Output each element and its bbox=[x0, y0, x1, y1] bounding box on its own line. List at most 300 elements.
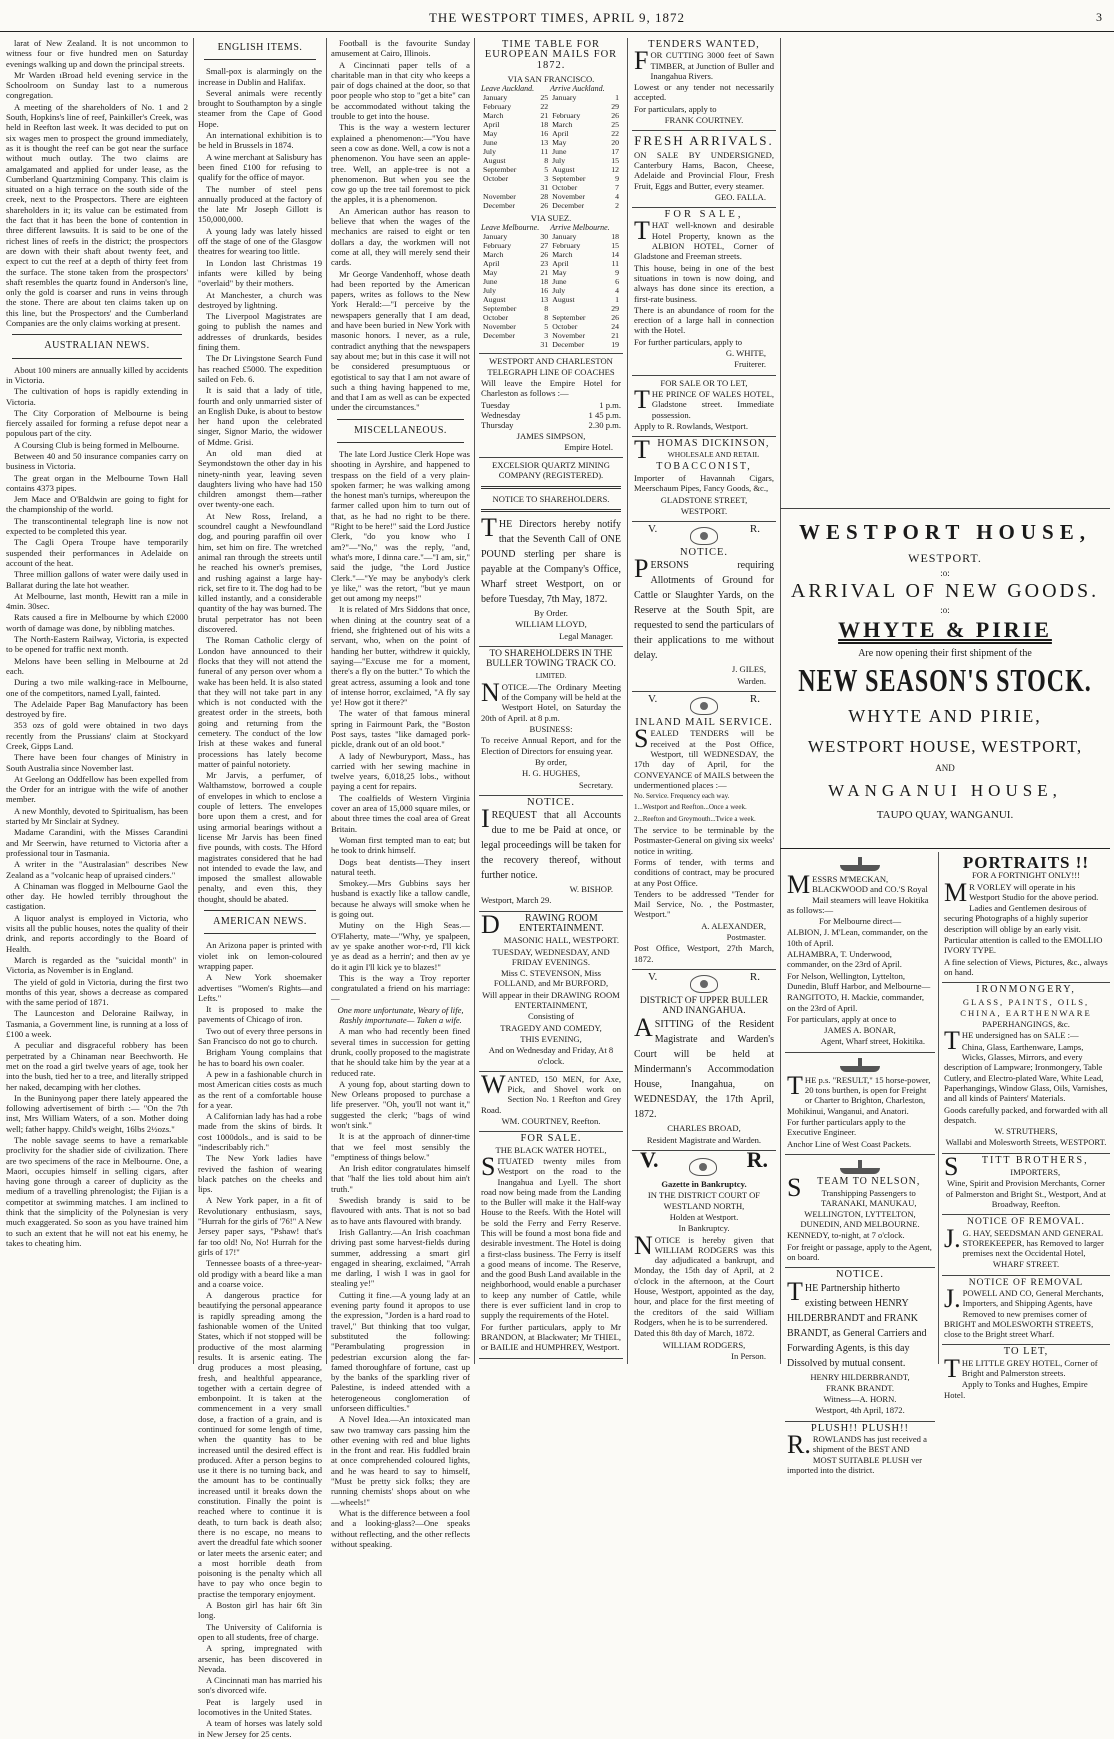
news-item: The number of steel pens annually produced at the factory of the late Mr Joseph Gillott is 150,000,000. bbox=[198, 183, 322, 225]
table-cell: November bbox=[552, 331, 586, 341]
arrival-heading: ARRIVAL OF NEW GOODS. bbox=[790, 580, 1100, 602]
table-cell: 2 bbox=[615, 201, 619, 211]
table-cell: 4 bbox=[615, 286, 619, 296]
news-item: The great organ in the Melbourne Town Hall contains 4373 pipes. bbox=[6, 472, 188, 493]
signature-title: Secretary. bbox=[578, 779, 613, 790]
news-item: The Liverpool Magistrates are going to publish the names and addresses of drunkards, besides fining them. bbox=[198, 311, 322, 353]
table-cell: November bbox=[552, 192, 586, 202]
table-cell: June bbox=[552, 277, 567, 287]
table-cell: June bbox=[483, 277, 498, 287]
section-heading: MISCELLANEOUS. bbox=[354, 424, 447, 436]
day: Wednesday bbox=[481, 409, 521, 420]
cipher-r: R. bbox=[749, 970, 760, 983]
ad-body: ON SALE BY UNDERSIGNED, Canterbury Hams, Bacon, Cheese, Adelaide and Provincial Flour, Fresh Fruit, Eggs and Butter, every steamer. bbox=[634, 149, 774, 191]
timetable-suez bbox=[481, 223, 621, 349]
news-item: An Irish editor congratulates himself that "half the lies told about him ain't truth." bbox=[331, 1163, 470, 1194]
news-item: The cultivation of hops is rapidly extending in Victoria. bbox=[6, 386, 188, 407]
table-cell: 11 bbox=[540, 147, 549, 157]
news-item: A Novel Idea.—An intoxicated man saw two tramway cars passing him the other evening with red and blue lights in the front and rear. His fuddled brain at once comprehended coloured lights, and he was heard to say to himself, "Must be pretty sick folks; they are running chemists' shops about on whe—wheels!" bbox=[331, 1414, 470, 1507]
table-cell: 3 bbox=[544, 331, 549, 341]
ornament: :o: bbox=[940, 568, 950, 578]
table-row bbox=[481, 147, 621, 156]
news-item: A young fop, about starting down to New Orleans proposed to purchase a life preserver. "Oh, you'll not want it," suggested the clerk; "bags of wind won't sink." bbox=[331, 1078, 470, 1130]
news-item: Mr Jarvis, a perfumer, of Walthamstow, borrowed a couple of envelopes in which to enclose a couple of letters. The envelopes bore upon them a crest, and for using armorial bearings without a license Mr Jarvis has been fined five pounds, with costs. The Hford magistrates considered that he had not intended to evade the law, and imposed the smallest allowable penalty, and even this, they thought, should be abated. bbox=[198, 770, 322, 904]
ad-title: PAPERHANGINGS, &c. bbox=[982, 1019, 1070, 1030]
news-item: A pew in a fashionable church in most American cities costs as much as the rent of a comfortable house for a year. bbox=[198, 1068, 322, 1110]
table-cell: 11 bbox=[611, 259, 619, 269]
ad-subtitle: IMPORTERS, bbox=[1010, 1167, 1061, 1178]
news-item: The noble savage seems to have a remarkable proclivity for the shadier side of civilization. There are two specimens of the race in Melbourne. One, a Maori, occupies himself in selling cigars, after having gone through a career of duplicity as the medium of a travelling phrenologist; the Fijian is a competitor at swimming matches. I am inclined to think that the simplicity of the Polynesian is very much exaggerated. So soon as you have trained him to such an extent that he will not eat his enemy, he takes to cheating him. bbox=[6, 1134, 188, 1248]
news-item: The coalfields of Western Virginia cover an area of 15,000 square miles, or about three times the coal area of Great Britain. bbox=[331, 792, 470, 834]
house-address: WESTPORT HOUSE, WESTPORT, bbox=[807, 737, 1083, 756]
ad-subtitle: TOBACCONIST, bbox=[656, 460, 752, 472]
drawing-room-ad bbox=[479, 909, 623, 1072]
ad-title: FOR SALE. bbox=[520, 1133, 582, 1145]
ad-body: Lowest or any tender not necessarily accepted. bbox=[634, 82, 774, 103]
news-item: An Arizona paper is printed with violet ink on lemon-coloured wrapping paper. bbox=[198, 940, 322, 971]
table-cell: 12 bbox=[611, 165, 619, 175]
news-item: At Manchester, a church was destroyed by lightning. bbox=[198, 289, 322, 310]
signature-title: Resident Magistrate and Warden. bbox=[646, 1134, 762, 1145]
news-item: A man who had recently been fined several times in succession for getting drunk, coolly proposed to the magistrate that he should take him by the year at a reduced rate. bbox=[331, 1026, 470, 1078]
ironmongery-ad bbox=[942, 983, 1110, 1153]
column-rule bbox=[627, 38, 628, 1364]
table-cell: January bbox=[483, 232, 508, 242]
table-cell: April bbox=[483, 259, 500, 269]
column-8 bbox=[942, 852, 1110, 1400]
table-cell: January bbox=[552, 232, 577, 242]
news-item: A New York paper, in a fit of Revolutionary enthusiasm, says, "Hurrah for the girls of '76!" A New Jersey paper says, "Pshaw! that's far too old! No, No! Hurrah for the girls of 17!" bbox=[198, 1195, 322, 1257]
ad-table-row: 2...Reefton and Greymouth...Twice a week. bbox=[634, 814, 756, 823]
news-item: Two out of every three persons in San Francisco do not go to church. bbox=[198, 1025, 322, 1047]
steamship-icon bbox=[840, 857, 880, 871]
ad-cast: Miss C. STEVENSON, Miss FOLLAND, and Mr BURFORD, bbox=[493, 968, 609, 989]
ad-subtitle: BUSINESS: bbox=[529, 724, 573, 735]
signature: W. BISHOP. bbox=[569, 884, 613, 895]
ad-body: For further particulars, apply to Mr BRANDON, at Blackwater; Mr THIEL, or BAILIE and HUMPHREY, Westport. bbox=[481, 1321, 621, 1353]
steamer-ad bbox=[785, 852, 935, 1053]
table-row bbox=[481, 259, 621, 268]
bishop-notice bbox=[479, 796, 623, 912]
article-paragraph: Mr Warden ıBroad held evening service in the Schoolroom on Sunday last to a numerous congregation. bbox=[6, 69, 188, 101]
news-item: Between 40 and 50 insurance companies carry on business in Victoria. bbox=[6, 450, 188, 472]
table-header: Leave Auckland. bbox=[481, 84, 535, 94]
table-cell: July bbox=[552, 156, 566, 166]
ad-town: WESTPORT. bbox=[680, 505, 728, 516]
opening-text: Are now opening their first shipment of the bbox=[858, 648, 1032, 659]
table-cell: September bbox=[552, 174, 586, 184]
royal-cipher bbox=[634, 694, 774, 718]
schedule-row bbox=[481, 420, 621, 430]
signature-title: Postmaster. bbox=[726, 932, 766, 942]
table-row bbox=[481, 102, 621, 111]
ad-body: Goods carefully packed, and forwarded with all despatch. bbox=[944, 1104, 1108, 1125]
table-row bbox=[481, 250, 621, 259]
signature-title: Agent, Wharf street, Hokitika. bbox=[820, 1036, 925, 1047]
whyte-pirie-ad bbox=[782, 520, 1108, 821]
table-cell: 13 bbox=[540, 138, 549, 148]
ad-title: WESTPORT AND CHARLESTON TELEGRAPH LINE OF COACHES bbox=[487, 356, 615, 377]
table-cell: December bbox=[552, 201, 585, 211]
signature: GEO. FALLA. bbox=[714, 191, 766, 202]
ad-body: Ladies and Gentlemen desirous of securing Photographs of a highly superior description will oblige by an early visit. bbox=[944, 903, 1088, 934]
table-cell: May bbox=[552, 138, 567, 148]
schedule-row bbox=[481, 410, 621, 420]
table-cell: 3 bbox=[544, 174, 549, 184]
column-5 bbox=[632, 38, 776, 1364]
table-row bbox=[481, 286, 621, 295]
ad-title: TO SHAREHOLDERS IN THE BULLER TOWING TRACK CO. bbox=[486, 648, 616, 670]
news-item: A Cincinnati paper tells of a charitable man in that city who keeps a pair of dogs chained at the door, so that poor people who stop to "get a bite" can be accommodated without taking the trouble to get into the house. bbox=[331, 59, 470, 122]
news-item: A Cincinnati man has married his son's divorced wife. bbox=[198, 1675, 322, 1696]
table-row bbox=[481, 268, 621, 277]
time: 1 p.m. bbox=[599, 399, 621, 410]
signature-title: In Person. bbox=[731, 1350, 766, 1361]
table-cell: 18 bbox=[540, 120, 549, 130]
ad-table-header: No. Service. Frequency each way. bbox=[634, 792, 730, 801]
ad-by: By order, bbox=[534, 756, 568, 767]
table-cell: September bbox=[552, 313, 586, 323]
news-item: It is said that a lady of title, fourth and only unmarried sister of an English Duke, is about to bestow her hand upon the celebrated singer, Signor Mario, the widower of Mdme. Grisi. bbox=[198, 385, 322, 447]
court-type: In Bankruptcy. bbox=[678, 1223, 730, 1234]
table-cell: February bbox=[552, 241, 581, 251]
table-cell: 18 bbox=[611, 232, 619, 242]
table-cell: June bbox=[483, 138, 498, 148]
ad-title: FRESH ARRIVALS. bbox=[634, 133, 774, 149]
table-cell bbox=[550, 304, 604, 313]
news-item: A young lady was lately hissed off the stage of one of the Glasgow theatres for wearing too little. bbox=[198, 225, 322, 257]
ad-body: RANGITOTO, H. Mackie, commander, on the 23rd of April. bbox=[787, 992, 925, 1013]
table-row bbox=[481, 138, 621, 147]
table-cell: 15 bbox=[611, 241, 619, 251]
news-item: A writer in the "Australasian" describes New Zealand as a "volcanic heap of upraised cinders." bbox=[6, 859, 188, 880]
ad-body: There is an abundance of room for the erection of a large hall in connection with the Hotel. bbox=[634, 304, 774, 336]
ad-body: WANTED, 150 MEN, for Axe, Pick, and Shovel work on Section No. 1 Reefton and Grey Road. bbox=[481, 1069, 621, 1115]
news-item: An American author has reason to believe that when the wages of the mechanics are raised to eight or ten dollars a day, the workmen will not come at all, they will merely send their cards. bbox=[331, 205, 470, 268]
ad-title: INLAND MAIL SERVICE. bbox=[635, 717, 773, 729]
news-item: The Adelaide Paper Bag Manufactory has been destroyed by fire. bbox=[6, 698, 188, 720]
news-item: March is regarded as the "suicidal month" in Victoria, as November is in England. bbox=[6, 954, 188, 976]
albion-hotel-ad bbox=[632, 208, 776, 375]
column-rule bbox=[474, 38, 475, 1364]
news-item: An old man died at Seymondstown the other day in his ninety-ninth year, leaving seven daughters living who have had 150 children amongst them—rather over twenty-one each. bbox=[198, 447, 322, 510]
ad-body: For particulars, apply to bbox=[634, 103, 717, 114]
ad-body: R.ROWLANDS has just received a shipment of the BEST AND MOST SUITABLE PLUSH ver imported into the district. bbox=[787, 1429, 927, 1475]
table-cell: May bbox=[552, 268, 567, 278]
ad-body: For further particulars, apply to bbox=[634, 336, 743, 347]
news-item: Three million gallons of water were daily used in Ballarat during the late hot weather. bbox=[6, 569, 188, 590]
table-row bbox=[481, 192, 621, 201]
signature: G. WHITE, bbox=[725, 348, 766, 359]
table-cell: 14 bbox=[611, 250, 619, 260]
ad-subtitle: LIMITED. bbox=[535, 671, 567, 680]
gazette-title: Gazette in Bankruptcy. bbox=[661, 1179, 747, 1190]
news-item: The Dr Livingstone Search Fund has reached £5000. The expedition sailed on Feb. 6. bbox=[198, 353, 322, 384]
table-cell: 23 bbox=[540, 259, 549, 269]
ad-body: This house, being in one of the best situations in town is now doing, and always has done since its erection, a first-rate business. bbox=[634, 262, 774, 304]
stock-heading: NEW SEASON'S STOCK. bbox=[798, 664, 1092, 699]
table-cell: December bbox=[552, 340, 585, 350]
grey-hotel-ad bbox=[942, 1345, 1110, 1404]
table-cell: 26 bbox=[540, 250, 549, 260]
table-cell bbox=[481, 340, 534, 349]
ad-title: NOTICE. bbox=[679, 547, 729, 559]
news-item: Several animals were recently brought to Southampton by a single steamer from the Cape of Good Hope. bbox=[198, 87, 322, 129]
ad-table-row: 1...Westport and Reefton...Once a week. bbox=[634, 803, 747, 812]
news-item: It is related of Mrs Siddons that once, when dining at the country seat of a friend, she frightened out of his wits a servant, who, when on the point of handing her butter, withdrew it quickly, saying—"Excuse me for a moment, there's a fly on the butter." To which the great actress, assuming a look and tone of intense horror, exclaimed, "A fly say ye! How got it there?" bbox=[331, 604, 470, 708]
table-row bbox=[481, 174, 621, 183]
news-item: A liquor analyst is employed in Victoria, who visits all the public houses, notes the quality of their drink, and reports accordingly to the Board of Health. bbox=[6, 912, 188, 954]
table-cell: April bbox=[552, 259, 569, 269]
news-item: In London last Christmas 19 infants were killed by being "overlaid" by their mothers. bbox=[198, 257, 322, 289]
table-cell: February bbox=[483, 241, 512, 251]
court-name: IN THE DISTRICT COURT OF WESTLAND NORTH, bbox=[647, 1190, 761, 1211]
house-town: WESTPORT. bbox=[908, 551, 982, 565]
bankruptcy-gazette bbox=[632, 1147, 776, 1366]
table-row bbox=[481, 93, 621, 102]
signature: FRANK BRANDT. bbox=[825, 1382, 895, 1393]
table-row bbox=[481, 313, 621, 322]
news-item: In the Buninyong paper there lately appeared the following advertisement of birth :— "On the 7th inst, Mrs William Waters, of a son. Mother doing well; father happy. Child's weight, 16lbs 2½ozs." bbox=[6, 1092, 188, 1134]
ad-title: NOTICE OF REMOVAL. bbox=[967, 1217, 1085, 1228]
news-item: A spring, impregnated with arsenic, has been discovered in Nevada. bbox=[198, 1643, 322, 1674]
ad-body: ALHAMBRA, T. Underwood, commander, on the 23rd of April. bbox=[787, 949, 902, 970]
news-item: At Melbourne, last month, Hewitt ran a mile in 4min. 30sec. bbox=[6, 590, 188, 612]
news-item: It is proposed to make the pavements of Chicago of iron. bbox=[198, 1004, 322, 1025]
firm-name: WHYTE & PIRIE bbox=[838, 617, 1052, 642]
news-item: The transcontinental telegraph line is now not expected to be completed this year. bbox=[6, 515, 188, 537]
news-item: A Californian lady has had a robe made from the skins of birds. It cost 1000dols., and is said to be "indescribably rich." bbox=[198, 1111, 322, 1152]
ad-body: For particulars, apply at once to bbox=[787, 1013, 897, 1024]
section-heading: ENGLISH ITEMS. bbox=[217, 42, 303, 53]
news-item: The New York ladies have revived the fashion of wearing black patches on the cheeks and lips. bbox=[198, 1153, 322, 1195]
column-1 bbox=[6, 38, 188, 1364]
ornament: :o: bbox=[940, 605, 950, 615]
table-cell: 24 bbox=[611, 322, 619, 332]
ad-title: STITT BROTHERS, bbox=[944, 1151, 1089, 1181]
district-notice bbox=[632, 970, 776, 1151]
news-item: The City Corporation of Melbourne is being fiercely assailed for forming a refuse depot near a populous part of the city. bbox=[6, 407, 188, 439]
ad-date: Post Office, Westport, 27th March, 1872. bbox=[634, 943, 774, 964]
ad-body: For freight or passage, apply to the Agent, on board. bbox=[787, 1241, 932, 1262]
news-item: A Boston girl has hair 6ft 3in long. bbox=[198, 1600, 322, 1621]
ad-subtitle: FOR A FORTNIGHT ONLY!!! bbox=[971, 870, 1081, 881]
table-row bbox=[481, 183, 621, 192]
table-row bbox=[481, 322, 621, 331]
ad-body: For Melbourne direct— bbox=[818, 916, 902, 927]
table-cell: 13 bbox=[540, 295, 549, 305]
signature: W. STRUTHERS, bbox=[994, 1126, 1058, 1137]
fresh-arrivals-ad bbox=[632, 131, 776, 208]
timetable-san-francisco bbox=[481, 84, 621, 210]
table-cell: July bbox=[552, 286, 566, 296]
table-cell: October bbox=[552, 183, 578, 193]
ad-body: China, Glass, Earthenware, Lamps, Wicks, Glasses, Mirrors, and every description of Lampware; Ironmongery, Table Cutlery, and Electro-plated Ware, White Lead, Paperhangings, Window Glass, Oils, Varnishes, and all kinds of Painters' Materials. bbox=[944, 1041, 1108, 1104]
ad-body: For further particulars apply to the Executive Engineer. bbox=[787, 1116, 906, 1138]
ad-address: GLADSTONE STREET, bbox=[660, 494, 748, 505]
news-item: Swedish brandy is said to be flavoured with ants. That is not so bad as to have ants flavoured with brandy. bbox=[331, 1195, 470, 1226]
table-row bbox=[481, 295, 621, 304]
stitt-brothers-ad bbox=[942, 1151, 1110, 1215]
mail-timetable bbox=[479, 38, 623, 354]
news-item: The yield of gold in Victoria, during the first two months of this year, shows a decrease as compared with the same period of 1871. bbox=[6, 976, 188, 1008]
ad-date: Westport, 4th April, 1872. bbox=[815, 1405, 905, 1416]
table-cell: 31 bbox=[540, 340, 549, 350]
ad-body: The service to be terminable by the Postmaster-General on giving six weeks' notice in writing. bbox=[634, 825, 774, 856]
news-item: A Coursing Club is being formed in Melbourne. bbox=[14, 439, 180, 450]
verse: One more unfortunate, Weary of life, Rashly importunate— Taken a wife. bbox=[337, 1004, 464, 1026]
table-cell: January bbox=[483, 93, 508, 103]
table-cell: August bbox=[483, 156, 506, 166]
and-text: AND bbox=[935, 763, 955, 773]
ad-body: ALBION, J. M'Lean, commander, on the 10th of April. bbox=[787, 927, 928, 948]
crest-icon bbox=[690, 697, 718, 715]
signature: FRANK COURTNEY. bbox=[664, 115, 744, 126]
section-heading: AMERICAN NEWS. bbox=[213, 916, 307, 928]
column-rule bbox=[193, 38, 194, 1364]
table-row bbox=[481, 304, 621, 313]
table-cell: March bbox=[552, 250, 573, 260]
ad-title: EXCELSIOR QUARTZ MINING COMPANY (REGISTERED). bbox=[492, 460, 610, 481]
signature-title: Wallabi and Molesworth Streets, WESTPORT. bbox=[945, 1137, 1107, 1148]
news-item: The water of that famous mineral spring in Fairmount Park, the "Boston Post says, tastes "like damaged pork-pickle, drank out of an old boot." bbox=[331, 708, 470, 750]
table-header: Arrive Melbourne. bbox=[550, 223, 610, 233]
route-label: VIA SAN FRANCISCO. bbox=[507, 73, 595, 84]
news-item: A new Monthly, devoted to Spiritualism, has been started by Mr Sinclair at Sydney. bbox=[6, 805, 188, 827]
signature: J. GILES, bbox=[731, 664, 766, 675]
table-cell: 16 bbox=[540, 286, 549, 296]
news-item: About 100 miners are annually killed by accidents in Victoria. bbox=[6, 364, 188, 385]
table-cell: August bbox=[552, 295, 575, 305]
ad-body: Anchor Line of West Coast Packets. bbox=[787, 1138, 912, 1149]
table-row bbox=[481, 241, 621, 250]
ad-body: Apply to Tonks and Hughes, Empire Hotel. bbox=[944, 1379, 1088, 1400]
ad-body: THE LITTLE GREY HOTEL, Corner of Bright and Palmerston streets. bbox=[944, 1353, 1098, 1383]
table-cell: 26 bbox=[540, 201, 549, 211]
ad-body: To receive Annual Report, and for the Election of Directors for ensuing year. bbox=[481, 735, 621, 756]
ad-title: CHINA, EARTHENWARE bbox=[960, 1007, 1092, 1018]
table-cell: 6 bbox=[615, 277, 619, 287]
ad-body: J.G. HAY, SEEDSMAN AND GENERAL STOREKEEPER, has Removed to larger premises next the Occidental Hotel, bbox=[944, 1223, 1104, 1259]
table-cell: 31 bbox=[540, 183, 549, 193]
signature: WILLIAM LLOYD, bbox=[515, 619, 587, 630]
house-name: WESTPORT HOUSE, bbox=[799, 520, 1091, 544]
table-cell: May bbox=[483, 129, 498, 139]
table-row bbox=[481, 111, 621, 120]
crest-icon bbox=[690, 527, 718, 545]
news-item: The Cagli Opera Troupe have temporarily suspended their performances in Adelaide on account of the heat. bbox=[6, 537, 188, 568]
table-row bbox=[481, 156, 621, 165]
news-item: It is at the approach of dinner-time that we feel most sensibly the "emptiness of things below." bbox=[331, 1131, 470, 1162]
table-cell: March bbox=[483, 250, 504, 260]
news-item: Dogs beat dentists—They insert natural teeth. bbox=[331, 856, 470, 877]
time: 2.30 p.m. bbox=[588, 420, 621, 431]
ad-subtitle: TUESDAY, WEDNESDAY, AND FRIDAY EVENINGS. bbox=[492, 946, 610, 967]
table-cell: 21 bbox=[540, 268, 549, 278]
ad-title: GLASS, PAINTS, OILS, bbox=[962, 996, 1090, 1007]
table-header: Leave Melbourne. bbox=[481, 223, 540, 233]
table-row bbox=[481, 201, 621, 210]
section-heading: AUSTRALIAN NEWS. bbox=[44, 340, 150, 352]
newspaper-title: THE WESTPORT TIMES, APRIL 9, 1872 bbox=[428, 10, 685, 25]
signature: CHARLES BROAD, bbox=[667, 1123, 741, 1134]
news-item: Mr George Vandenhoff, whose death had been reported by the American papers, writes as follows to the New York Herald:—"I perceive by the newspapers generally that I am dead, and have been buried in New York with masonic honors. I never, as a rule, contradict anything that the newspapers say about me; but in this case it will not be considered presumptuous or egotistical to say that I am not aware of such a thing having happened to me, and that I am as well as can be expected under the circumstances." bbox=[331, 268, 470, 413]
news-item: Smokey.—Mrs Gubbins says her husband is exactly like a tallow candle, because he always will smoke when he is going out. bbox=[331, 878, 470, 920]
news-item: Football is the favourite Sunday amusement at Cairo, Illinois. bbox=[331, 38, 470, 59]
signature-title: Legal Manager. bbox=[559, 630, 613, 641]
news-item: The North-Eastern Railway, Victoria, is expected to be opened for traffic next month. bbox=[6, 634, 188, 655]
firm-name-2: WHYTE AND PIRIE, bbox=[848, 706, 1042, 726]
news-item: Madame Carandini, with the Misses Carandini and Mr Seerwin, have returned to Victoria after a professional tour in Tasmania. bbox=[6, 827, 188, 858]
ad-title: PORTRAITS !! bbox=[962, 853, 1090, 872]
news-item: The Roman Catholic clergy of London have announced to their flocks that they will not attend the funeral of any person over whom a wake has been held. It is also stated that they will not take part in any which is not conducted with the greatest order in the streets, both going and returning from the cemetery. The conduct of the low Irish at these wakes and funeral processions has lately become matter of painful notoriety. bbox=[198, 635, 322, 769]
table-cell: 8 bbox=[544, 313, 549, 323]
ad-title: THOMAS DICKINSON, bbox=[634, 435, 770, 465]
ad-body: FOR CUTTING 3000 feet of Sawn TIMBER, at Junction of Buller and Inangahua Rivers. bbox=[634, 46, 774, 81]
news-item: Brigham Young complains that he has to board his own coaler. bbox=[198, 1047, 322, 1068]
signature: A. ALEXANDER, bbox=[701, 920, 766, 931]
news-item: During a two mile walking-race in Melbourne, one of the competitors, named Lyall, fainted. bbox=[6, 677, 188, 698]
ad-body: Transhipping Passengers to TARANAKI, MANUKAU, WELLINGTON, LYTTELTON, DUNEDIN, AND MELBOURNE. bbox=[800, 1188, 920, 1230]
table-cell: 1 bbox=[615, 93, 619, 103]
news-item: Mutiny on the High Seas.—O'Flaherty, mate—"Why, ye spalpeen, av ye spake another wor-r-rd, I'll kick ye as dead as a herrin'; and then av ye do it agin I'll kick ye to blazes!" bbox=[331, 920, 470, 972]
column-2 bbox=[198, 38, 322, 1739]
cipher-r: R. bbox=[746, 1147, 768, 1173]
ad-body: THE PRINCE OF WALES HOTEL, Gladstone street. Immediate possession. bbox=[634, 384, 774, 420]
ad-title: FOR SALE, bbox=[664, 209, 744, 221]
table-cell: 7 bbox=[615, 183, 619, 193]
signature: H. G. HUGHES, bbox=[521, 768, 580, 779]
ad-subtitle: MASONIC HALL, WESTPORT. bbox=[503, 935, 619, 946]
ad-body: THE p.s. "RESULT," 15 horse-power, 20 tons burthen, is open for Freight or Charter to Brighton, Charleston, Mohikinui, Wanganui, and Anatori. bbox=[787, 1070, 931, 1116]
signature: WM. COURTNEY, Reefton. bbox=[501, 1116, 601, 1127]
ad-body: A fine selection of Views, Pictures, &c., always on hand. bbox=[944, 956, 1108, 977]
table-cell: November bbox=[483, 322, 516, 332]
ad-subtitle: THE BLACK WATER HOTEL, bbox=[495, 1144, 607, 1155]
table-cell: January bbox=[552, 93, 577, 103]
ad-frame-bottom bbox=[780, 848, 1110, 849]
table-row bbox=[481, 340, 621, 349]
wanganui-house: WANGANUI HOUSE, bbox=[828, 781, 1062, 800]
royal-cipher bbox=[634, 524, 774, 548]
ad-body: IREQUEST that all Accounts due to me be Paid at once, or legal proceedings will be taken for the recovery thereof, without further notice. bbox=[481, 804, 621, 882]
article-paragraph: A meeting of the shareholders of No. 1 and 2 South, Hopkins's line of reef, Painkiller's Creek, was held in Reefton last week. It was decided to put on six wages men to prospect the ground immediately, as it is thought the reef can be got near the surface without much outlay. The two claims are amalgamated and applied for under lease, as the Cumberland Quartzmining Company. This claim is situated on a high terrace on the south side of the creek, next to the Prospectors. There are eighteen shareholders in it; its value can be estimated from the fact that it has been the bone of contention in three different lawsuits. It is said to be one of the richest lines of reefs in the district; the prospectors are down with their shaft about twenty feet, and expect to cut the reef at a depth of thirty feet from the surface. The stone taken from the prospectors' shaft resembles the quartz found in Anderson's line, only the gold is coarser and runs in veins through the stone. There are about ten claims taken up on this line, but the Prospectors' and the Cumberland Companies are the only claims working at present. bbox=[6, 101, 188, 329]
towing-ad bbox=[479, 647, 623, 796]
plush-ad bbox=[785, 1422, 935, 1480]
news-item: Peat is largely used in locomotives in the United States. bbox=[198, 1696, 322, 1718]
news-item: Irish Gallantry.—An Irish coachman driving past some harvest-fields during summer, addressing a smart girl engaged in shearing, exclaimed, "Arrah me darling, I wish I was in gaol for stealing ye!" bbox=[331, 1226, 470, 1289]
ad-date: Westport, March 29. bbox=[481, 895, 552, 906]
witness: Witness—A. HORN. bbox=[823, 1394, 897, 1405]
ad-date: Dated this 8th day of March, 1872. bbox=[634, 1328, 755, 1339]
table-cell: 26 bbox=[611, 313, 619, 323]
table-cell: July bbox=[483, 147, 496, 157]
coach-ad bbox=[479, 354, 623, 458]
ad-body: THIS EVENING, bbox=[520, 1033, 582, 1044]
news-item: A wine merchant at Salisbury has been fined £100 for refusing to qualify for the office of mayor. bbox=[198, 151, 322, 183]
table-cell: September bbox=[483, 165, 517, 175]
black-water-hotel-ad bbox=[479, 1132, 623, 1358]
news-item: A Chinaman was flogged in Melbourne Gaol the other day. He howled terribly throughout the castigation. bbox=[6, 880, 188, 912]
news-item: A lady of Newburyport, Mass., has carried with her sewing machine in twelve years, 6,018,25 lobs., without paying a cent for repairs. bbox=[331, 750, 470, 792]
news-item: There have been four changes of Ministry in South Australia since November last. bbox=[6, 752, 188, 773]
signature: HENRY HILDERBRANDT, bbox=[810, 1371, 910, 1382]
table-cell: March bbox=[483, 111, 504, 121]
table-cell: 1 bbox=[615, 295, 619, 305]
news-item: What is the difference between a fool and a looking-glass?—One speaks without reflecting, and the other reflects without speaking. bbox=[331, 1507, 470, 1549]
dickinson-ad bbox=[632, 437, 776, 522]
ad-title: DRAWING ROOM ENTERTAINMENT. bbox=[481, 909, 604, 939]
